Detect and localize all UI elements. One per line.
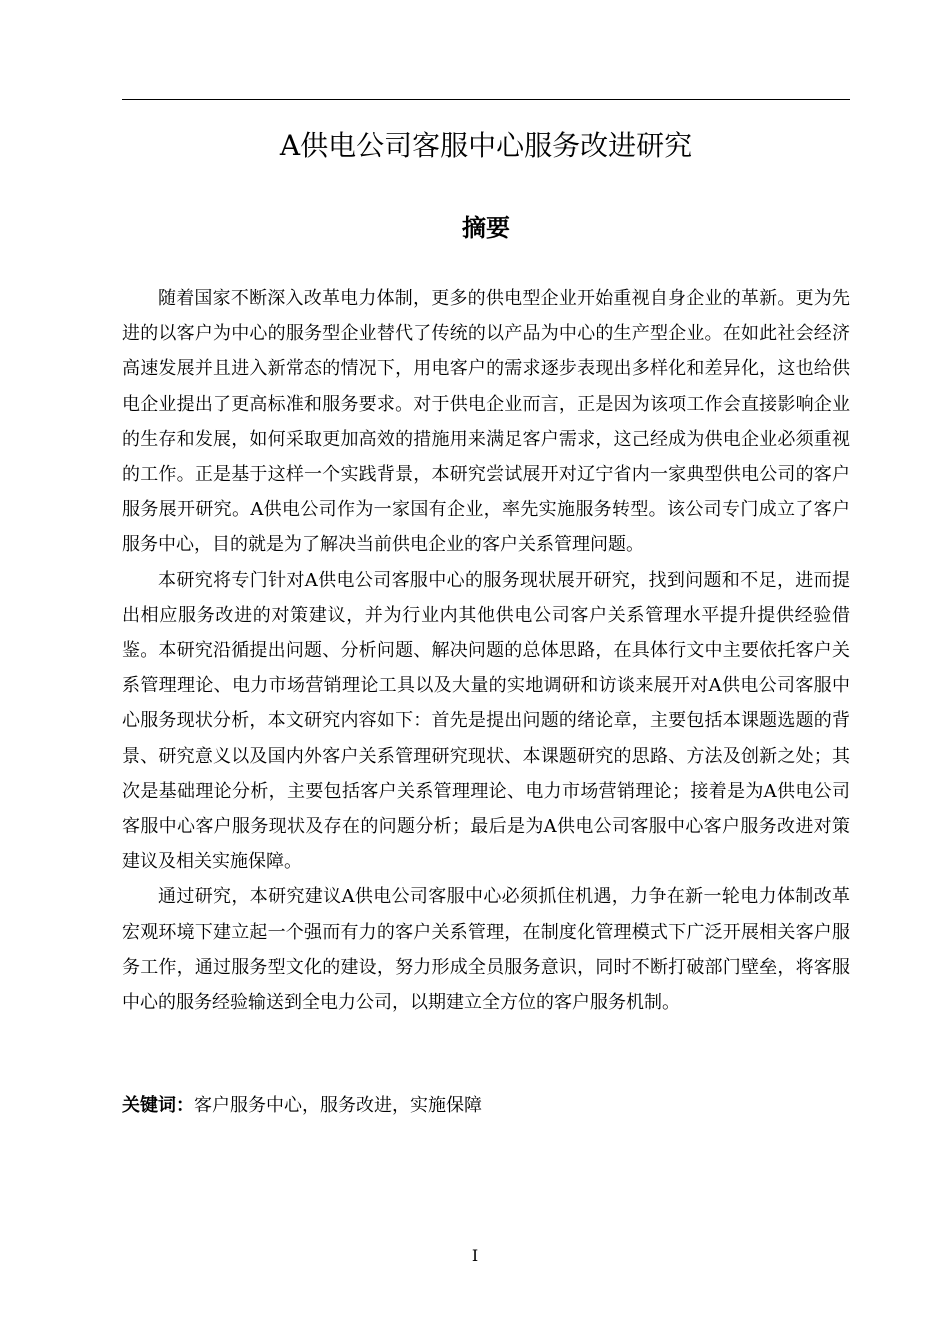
paper-title: A供电公司客服中心服务改进研究 (279, 129, 693, 162)
header-rule (122, 99, 850, 100)
keywords-text: 客户服务中心，服务改进，实施保障 (194, 1095, 482, 1116)
abstract-paragraph-1: 随着国家不断深入改革电力体制，更多的供电型企业开始重视自身企业的革新。更为先进的以客户为中心的服务型企业替代了传统的以产品为中心的生产型企业。在如此社会经济高速发展并且进入新常态的情况下，用电客户的需求逐步表现出多样化和差异化，这也给供电企业提出了更高标准和服务要求。对于供电企业而言，正是因为该项工作会直接影响企业的生存和发展，如何采取更加高效的措施用来满足客户需求，这己经成为供电企业必须重视的工作。正是基于这样一个实践背景，本研究尝试展开对辽宁省内一家典型供电公司的客户服务展开研究。A供电公司作为一家国有企业，率先实施服务转型。该公司专门成立了客户服务中心，目的就是为了解决当前供电企业的客户关系管理问题。 (122, 288, 850, 556)
keywords-label: 关键词： (122, 1095, 194, 1116)
abstract-paragraph-3: 通过研究，本研究建议A供电公司客服中心必须抓住机遇，力争在新一轮电力体制改革宏观环境下建立起一个强而有力的客户关系管理，在制度化管理模式下广泛开展相关客户服务工作，通过服务型文化的建设，努力形成全员服务意识，同时不断打破部门壁垒，将客服中心的服务经验输送到全电力公司，以期建立全方位的客户服务机制。 (122, 886, 850, 1014)
page-number: I (471, 1246, 479, 1265)
abstract-heading: 摘要 (462, 214, 510, 242)
abstract-paragraph-2: 本研究将专门针对A供电公司客服中心的服务现状展开研究，找到问题和不足，进而提出相应服务改进的对策建议，并为行业内其他供电公司客户关系管理水平提升提供经验借鉴。本研究沿循提出问题、分析问题、解决问题的总体思路，在具体行文中主要依托客户关系管理理论、电力市场营销理论工具以及大量的实地调研和访谈来展开对A供电公司客服中心服务现状分析，本文研究内容如下：首先是提出问题的绪论章，主要包括本课题选题的背景、研究意义以及国内外客户关系管理研究现状、本课题研究的思路、方法及创新之处；其次是基础理论分析，主要包括客户关系管理理论、电力市场营销理论；接着是为A供电公司客服中心客户服务现状及存在的问题分析；最后是为A供电公司客服中心客户服务改进对策建议及相关实施保障。 (122, 569, 850, 873)
abstract-body (122, 281, 850, 1020)
keywords-line (122, 1088, 850, 1124)
